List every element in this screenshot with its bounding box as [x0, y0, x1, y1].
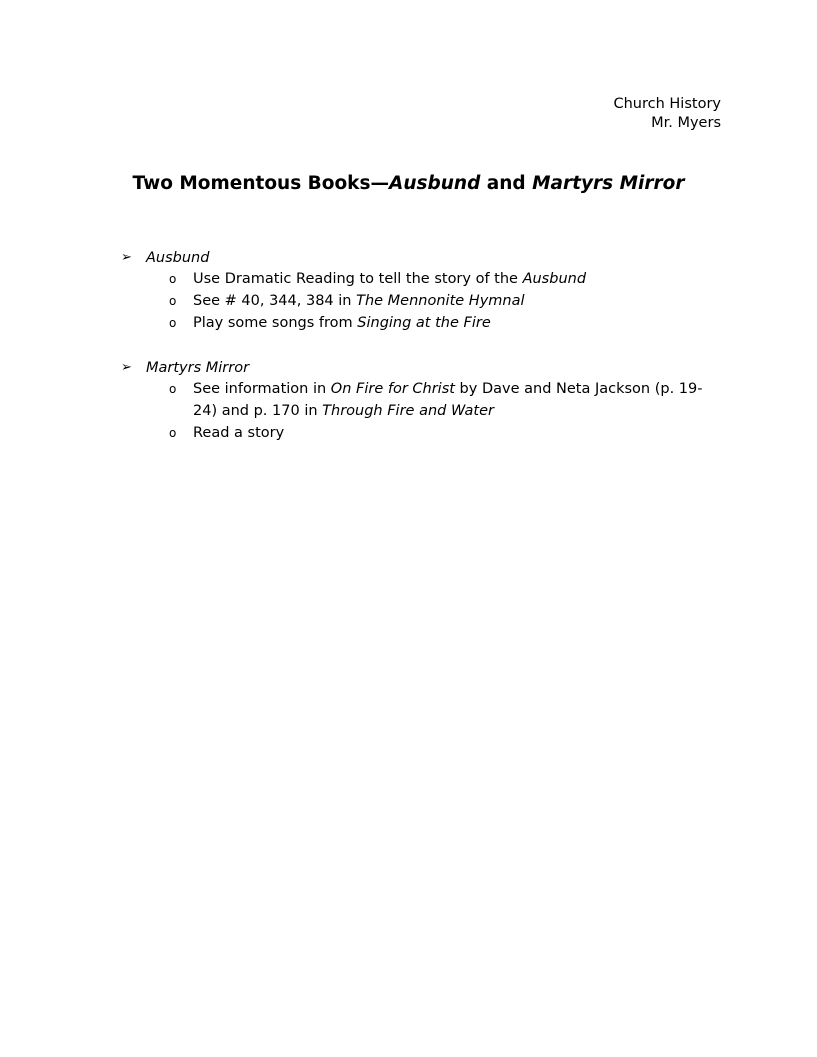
- arrow-bullet-icon: ➢: [121, 250, 132, 265]
- item-text: See # 40, 344, 384 in: [193, 293, 357, 309]
- outline: [120, 248, 720, 468]
- list-item: [120, 312, 720, 334]
- sub-list: [120, 378, 720, 444]
- circle-bullet-icon: o: [169, 426, 177, 440]
- section-ausbund: [120, 248, 720, 334]
- circle-bullet-icon: o: [169, 316, 177, 330]
- item-italic-title: The Mennonite Hymnal: [356, 293, 525, 309]
- arrow-bullet-icon: ➢: [121, 360, 132, 375]
- circle-bullet-icon: o: [169, 294, 177, 308]
- circle-bullet-icon: o: [169, 382, 177, 396]
- document-header: [613, 95, 721, 133]
- item-italic-title: On Fire for Christ: [330, 381, 455, 397]
- title-book-2: Martyrs Mirror: [532, 173, 685, 194]
- list-item: [120, 422, 720, 444]
- item-text: Play some songs from: [193, 315, 358, 331]
- page-title: [0, 172, 817, 196]
- title-book-1: Ausbund: [389, 173, 481, 194]
- section-martyrs-mirror: [120, 358, 720, 444]
- section-heading: [120, 248, 720, 268]
- circle-bullet-icon: o: [169, 272, 177, 286]
- title-conjunction: and: [480, 173, 533, 194]
- item-text-continued: by Dave and Neta Jackson (p. 19-24) and p. 170 in: [193, 381, 703, 419]
- item-italic-title: Ausbund: [522, 271, 587, 287]
- item-text: Use Dramatic Reading to tell the story of the: [193, 271, 523, 287]
- item-italic-title-2: Through Fire and Water: [322, 403, 494, 419]
- section-heading: [120, 358, 720, 378]
- section-heading-text: Martyrs Mirror: [146, 360, 250, 376]
- item-text: Read a story: [193, 425, 285, 441]
- teacher-name: Mr. Myers: [651, 115, 721, 131]
- list-item: [120, 290, 720, 312]
- sub-list: [120, 268, 720, 334]
- list-item: [120, 268, 720, 290]
- item-italic-title: Singing at the Fire: [357, 315, 491, 331]
- list-item: [120, 378, 720, 422]
- item-text: See information in: [193, 381, 331, 397]
- course-name: Church History: [613, 96, 721, 112]
- section-heading-text: Ausbund: [146, 250, 210, 266]
- title-prefix: Two Momentous Books—: [132, 173, 389, 194]
